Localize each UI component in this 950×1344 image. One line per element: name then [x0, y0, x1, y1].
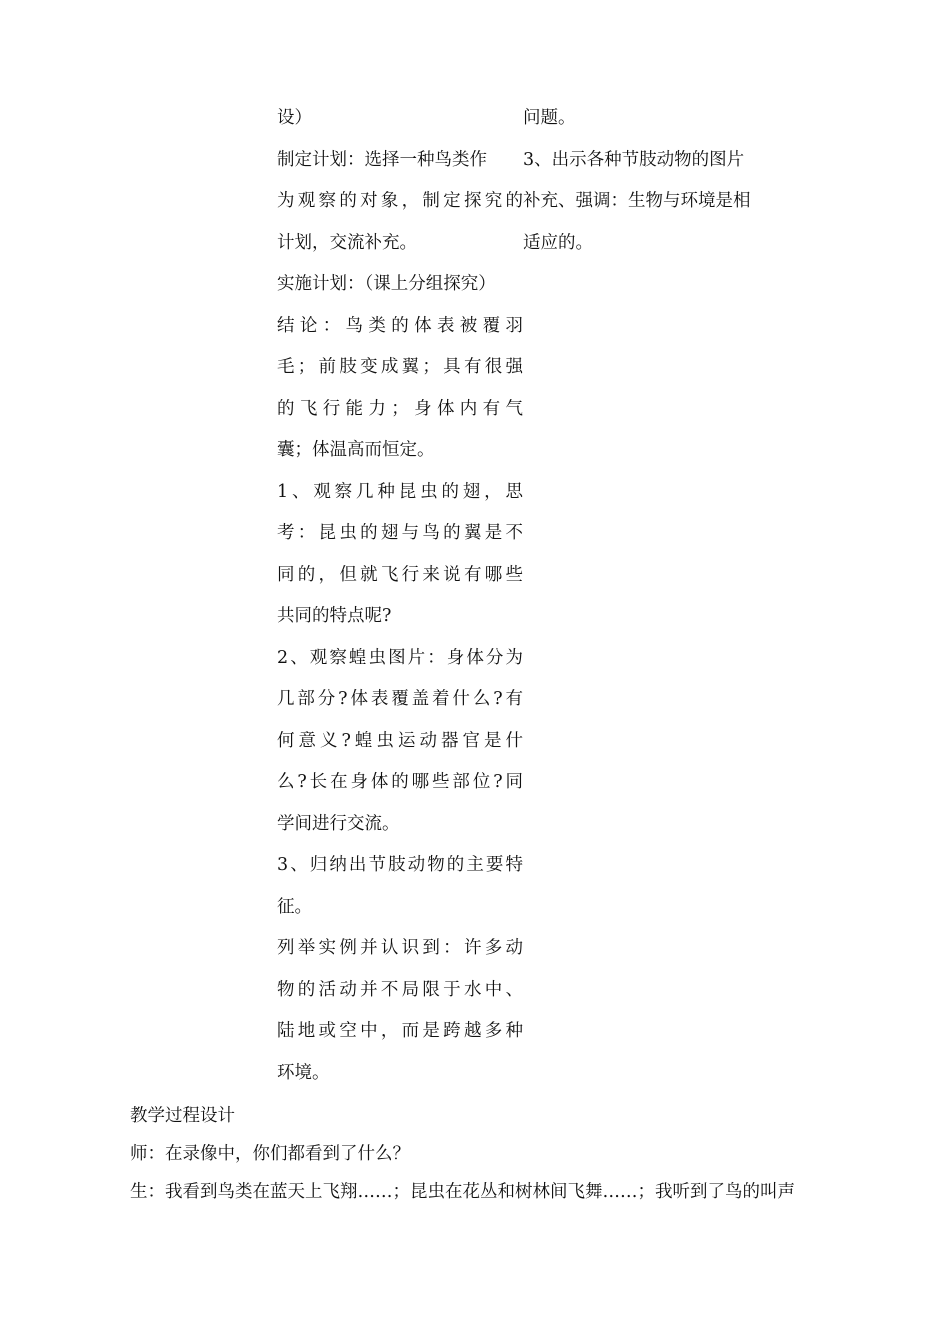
text-line: 么?长在身体的哪些部位?同 [277, 772, 523, 792]
text-line: 为观察的对象，制定探究的 [277, 191, 523, 211]
text-line: 囊；体温高而恒定。 [277, 440, 435, 460]
text-line: 考：昆虫的翅与鸟的翼是不 [277, 523, 523, 543]
text-line: 列举实例并认识到：许多动 [277, 938, 523, 958]
middle-column [277, 98, 523, 1094]
text-line: 物的活动并不局限于水中、 [277, 979, 523, 1000]
teaching-process-section [130, 1097, 870, 1211]
text-line: 补充、强调：生物与环境是相 [523, 191, 751, 211]
text-line: 同的，但就飞行来说有哪些 [277, 564, 523, 585]
text-line: 制定计划：选择一种鸟类作 [277, 149, 487, 170]
text-line: 何意义?蝗虫运动器官是什 [277, 730, 523, 751]
text-line: 适应的。 [523, 232, 593, 253]
text-line: 3、归纳出节肢动物的主要特 [277, 855, 523, 875]
teacher-line: 师：在录像中，你们都看到了什么？ [130, 1144, 410, 1164]
text-line: 环境。 [277, 1062, 330, 1083]
text-line: 毛；前肢变成翼；具有很强 [277, 357, 523, 377]
text-line: 征。 [277, 896, 312, 917]
text-line: 3、出示各种节肢动物的图片 [523, 149, 745, 170]
section-heading: 教学过程设计 [130, 1106, 235, 1126]
right-column [523, 98, 803, 264]
text-line: 学间进行交流。 [277, 813, 400, 834]
text-line: 问题。 [523, 108, 576, 128]
text-line: 几部分?体表覆盖着什么?有 [277, 689, 523, 709]
text-line: 计划，交流补充。 [277, 232, 417, 253]
text-line: 共同的特点呢? [277, 606, 392, 626]
text-line: 的飞行能力；身体内有气 [277, 398, 523, 419]
student-line: 生：我看到鸟类在蓝天上飞翔……；昆虫在花丛和树林间飞舞……；我听到了鸟的叫声 [130, 1182, 795, 1202]
text-line: 实施计划：（课上分组探究） [277, 274, 496, 294]
text-line: 2、观察蝗虫图片：身体分为 [277, 647, 523, 668]
text-line: 1、观察几种昆虫的翅，思 [277, 481, 523, 502]
text-line: 结论：鸟类的体表被覆羽 [277, 315, 523, 336]
text-line: 陆地或空中，而是跨越多种 [277, 1021, 523, 1041]
text-line: 设） [277, 108, 312, 128]
